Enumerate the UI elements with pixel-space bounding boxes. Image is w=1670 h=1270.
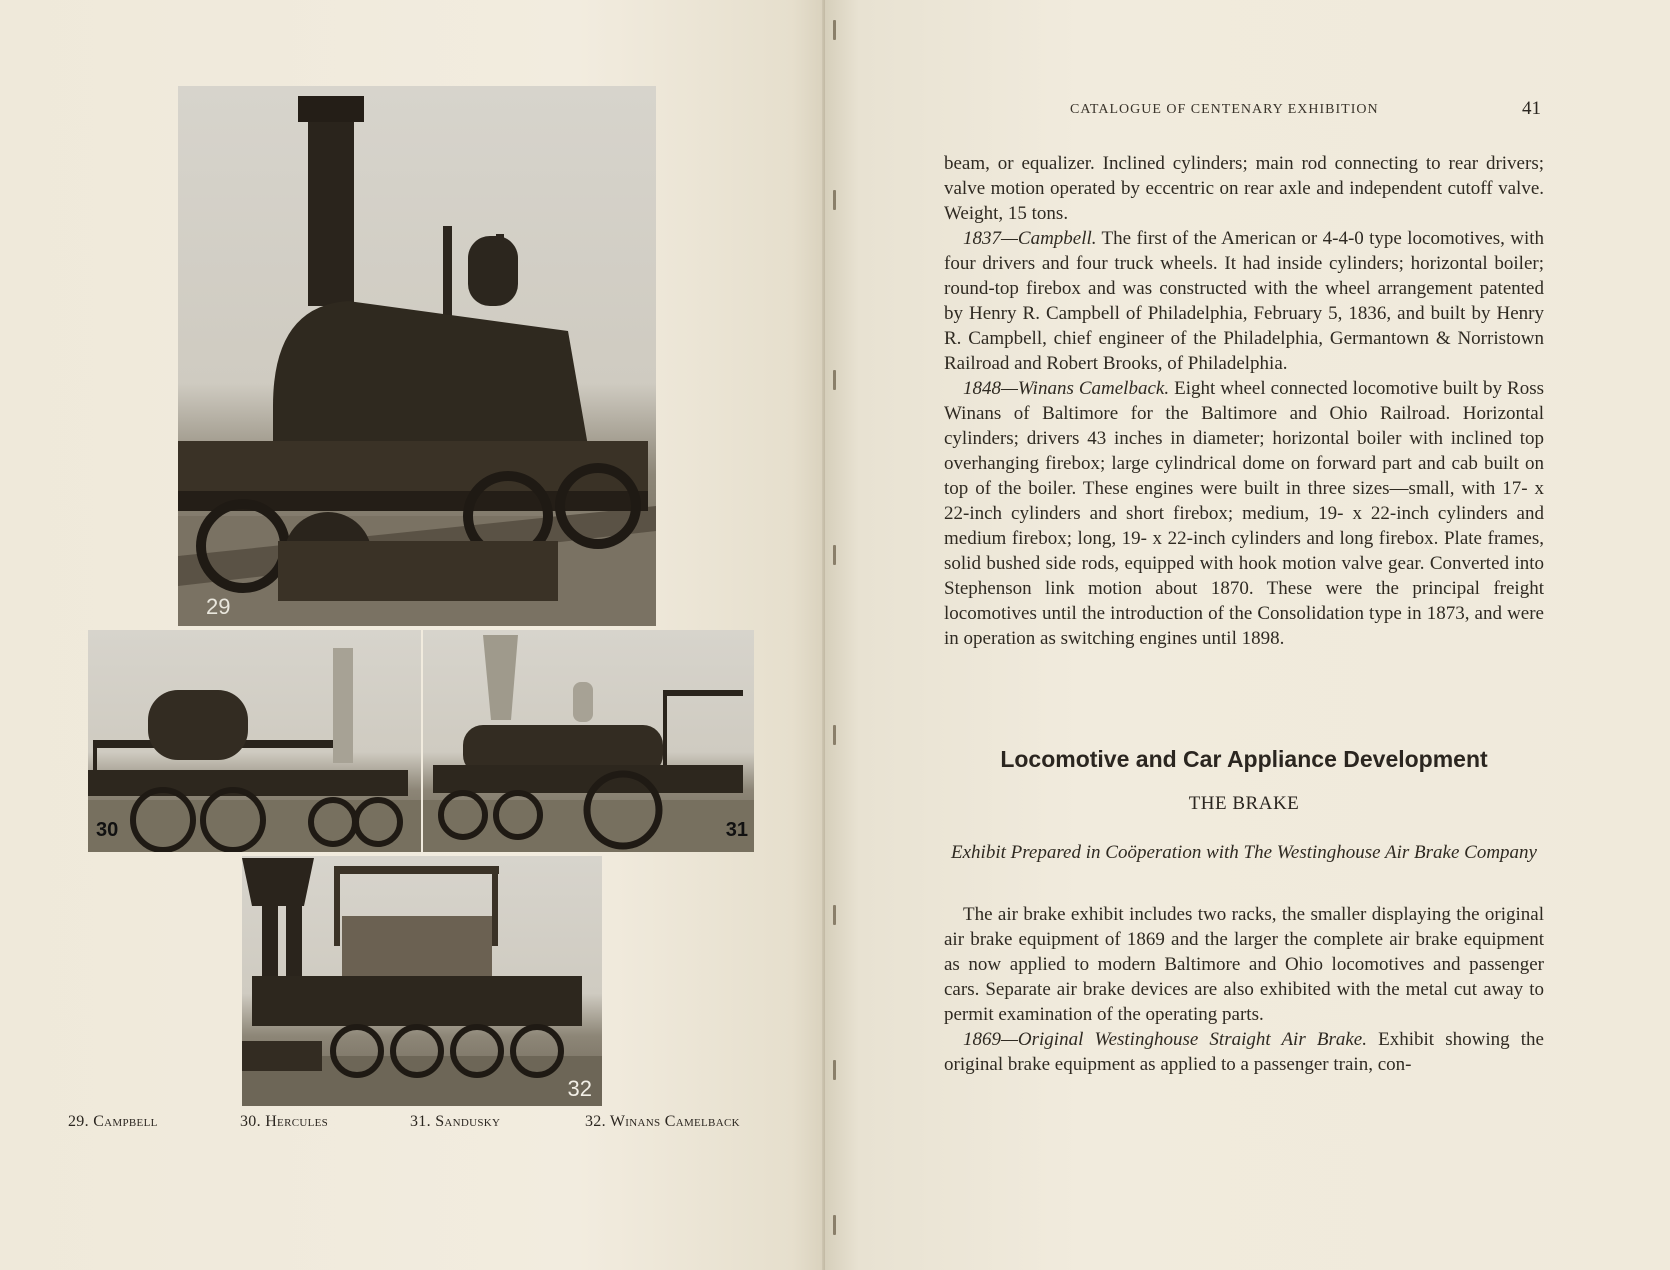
plate-number-31: 31: [725, 819, 748, 841]
entry-body-westinghouse: Exhibit showing the original brake equipment as applied to a passenger train, con-: [944, 1029, 1544, 1075]
paragraph-westinghouse: [944, 1027, 1544, 1077]
page-number: 41: [1522, 98, 1541, 119]
binding-stitch: [833, 370, 836, 390]
plate-number-29: 29: [206, 594, 231, 619]
exhibit-note: Exhibit Prepared in Coöperation with The Westinghouse Air Brake Company: [951, 842, 1537, 863]
paragraph-continued: beam, or equalizer. Inclined cylinders; main rod connecting to rear drivers; valve motion operated by eccentric on rear axle and independent cutoff valve. Weight, 15 tons.: [944, 153, 1544, 224]
locomotive-32-drawing: [242, 856, 602, 1106]
section-title: Locomotive and Car Appliance Development: [1000, 746, 1488, 772]
binding-stitch: [833, 1215, 836, 1235]
binding-stitch: [833, 1060, 836, 1080]
plate-29-campbell-photo: [178, 86, 656, 626]
locomotive-30-drawing: [88, 630, 421, 852]
binding-stitch: [833, 905, 836, 925]
binding-stitch: [833, 545, 836, 565]
entry-body-winans: Eight wheel connected locomotive built by Ross Winans of Baltimore for the Baltimore and Ohio Railroad. Horizontal cylinders; drivers 43 inches in diameter; horizontal boiler with inclined top overhanging firebox; large cylindrical dome on forward part and cab built on top of the boiler. These engines were built in three sizes—small, with 17- x 22-inch cylinders and short firebox; medium, 19- x 22-inch cylinders and medium firebox; long, 19- x 22-inch cylinders and long firebox. Plate frames, solid bushed side rods, equipped with hook motion valve gear. Converted into Stephenson link motion about 1870. These were the principal freight locomotives until the introduction of the Consolidation type in 1873, and were in operation as switching engines until 1898.: [944, 378, 1544, 649]
binding-stitch: [833, 725, 836, 745]
locomotive-31-drawing: [423, 630, 754, 852]
entry-body-campbell: The first of the American or 4-4-0 type locomotives, with four drivers and four truck wheels. It had inside cylinders; horizontal boiler; round-top firebox and was constructed with the wheel arrangement patented by Henry R. Campbell of Philadelphia, February 5, 1836, and built by Henry R. Campbell, chief engineer of the Philadelphia, Germantown & Norristown Railroad and Robert Brooks, of Philadelphia.: [944, 228, 1544, 374]
paragraph-winans: [944, 376, 1544, 651]
plate-number-30: 30: [96, 819, 119, 841]
entry-heading-winans: 1848—Winans Camelback.: [963, 378, 1170, 399]
plate-number-32: 32: [567, 1076, 592, 1101]
entry-heading-westinghouse: 1869—Original Westinghouse Straight Air Brake.: [963, 1029, 1367, 1050]
plate-31-sandusky-photo: [423, 630, 754, 852]
caption-31: 31. Sandusky: [410, 1113, 501, 1130]
plate-32-winans-camelback-photo: [242, 856, 602, 1106]
entry-heading-campbell: 1837—Campbell.: [963, 228, 1097, 249]
running-head: CATALOGUE OF CENTENARY EXHIBITION: [1070, 102, 1379, 117]
paragraph-campbell: [944, 226, 1544, 376]
body-text-top: [944, 151, 1544, 651]
plate-30-hercules-photo: [88, 630, 421, 852]
section-subhead: THE BRAKE: [1188, 793, 1300, 814]
caption-29: 29. Campbell: [68, 1113, 158, 1130]
binding-stitch: [833, 190, 836, 210]
binding-stitch: [833, 20, 836, 40]
caption-30: 30. Hercules: [240, 1113, 329, 1130]
locomotive-29-drawing: [178, 86, 656, 626]
body-text-bottom: [944, 902, 1544, 1077]
caption-32: 32. Winans Camelback: [585, 1113, 740, 1130]
paragraph-air-brake: The air brake exhibit includes two racks, the smaller displaying the original air brake equipment of 1869 and the larger the complete air brake equipment as now applied to modern Baltimore and Ohio locomotives and passenger cars. Separate air brake devices are also exhibited with the metal cut away to permit examination of the operating parts.: [944, 904, 1544, 1025]
